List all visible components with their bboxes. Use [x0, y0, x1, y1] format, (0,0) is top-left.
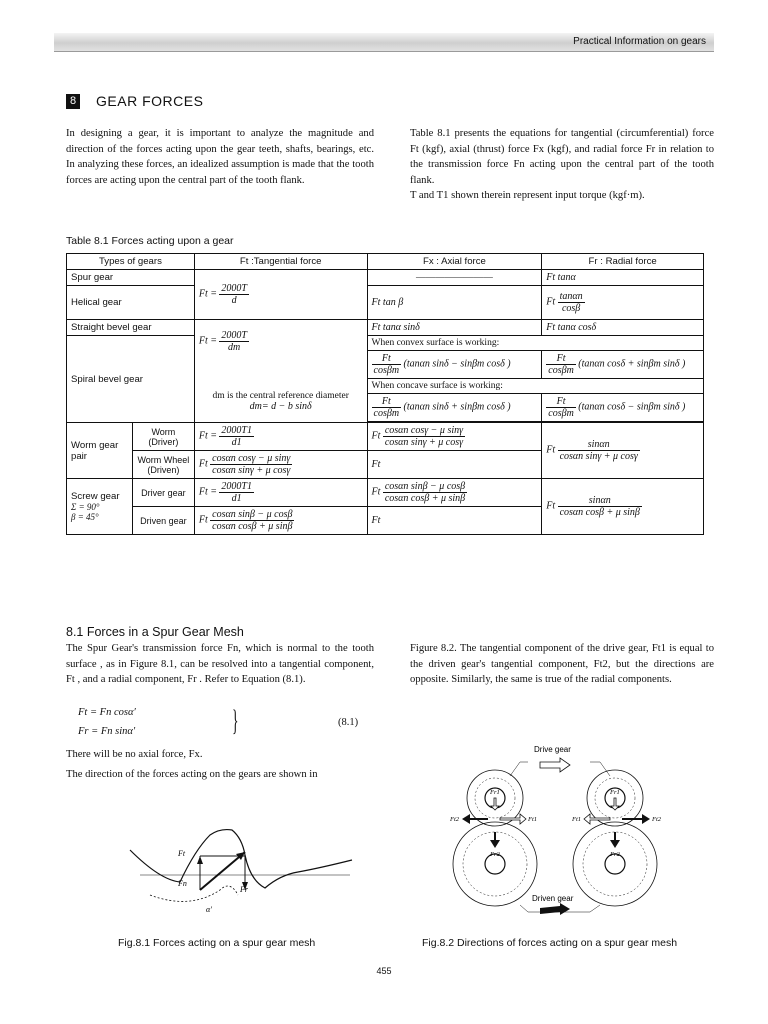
fig2-label-ft1-right: Ft1 — [572, 816, 582, 823]
cell-screwd-fx: Ft — [367, 507, 542, 535]
fraction: $\frac{2000T}{d}$ — [221, 283, 247, 306]
header-types: Types of gears — [67, 254, 195, 270]
cell-screwd-ft: Ft $\frac{\text{cosαn sinβ − μ cosβ}}{\text{cosαn cosβ + μ sinβ}}$ — [194, 507, 367, 535]
fig-8-1-diagram — [120, 820, 360, 920]
cell-screw-ft: Ft = $\frac{2000T1}{d1}$ — [194, 479, 367, 507]
fig2-label-fr1-left: Fr1 — [490, 789, 500, 796]
cell-spur-fr: Ft tanα — [542, 270, 704, 286]
page-number: 455 — [376, 966, 392, 976]
cell-spiral-concave-fr: $\frac{Ft}{\cos\beta m}$ (tanαn cosδ − sinβm sinδ ) — [542, 394, 704, 422]
header-radial: Fr : Radial force — [542, 254, 704, 270]
row-label-worm-wheel: Worm Wheel (Driven) — [132, 451, 194, 479]
fig2-label-fr2-right: Fr2 — [610, 851, 620, 858]
fig1-label-ft: Ft — [178, 849, 186, 858]
fig-8-2-caption: Fig.8.2 Directions of forces acting on a spur gear mesh — [422, 937, 678, 949]
fig2-label-ft1-left: Ft1 — [528, 816, 538, 823]
row-label-screw-driver: Driver gear — [132, 479, 194, 507]
header-axial: Fx : Axial force — [367, 254, 542, 270]
equation-brace: } — [231, 704, 239, 737]
fig2-label-driven: Driven gear — [532, 894, 574, 903]
equation-ft: Ft = Fn cosα′ — [78, 707, 136, 718]
fig2-label-fr2-left: Fr2 — [490, 851, 500, 858]
section-number: 8 — [66, 94, 80, 109]
subsection-title: 8.1 Forces in a Spur Gear Mesh — [66, 625, 244, 639]
cell-straight-fr: Ft tanα cosδ — [542, 320, 704, 336]
dm-note: dm is the central reference diameter — [212, 391, 349, 401]
cell-screw-fx: Ft $\frac{\text{cosαn sinβ − μ cosβ}}{\text{cosαn cosβ + μ sinβ}}$ — [367, 479, 542, 507]
cell-worm-fx: Ft $\frac{\text{cosαn cosγ − μ sinγ}}{\text{cosαn sinγ + μ cosγ}}$ — [367, 423, 542, 451]
fig2-label-ft2-right: Ft2 — [652, 816, 662, 823]
row-label-screw-driven: Driven gear — [132, 507, 194, 535]
subsection-left-paragraph: The Spur Gear's transmission force Fn, which is normal to the tooth surface , as in Figure 8.1, can be resolved into a tangential component, Ft , and a radial component, Fr . Refer to Equation (8.1). — [66, 643, 374, 686]
subsection-right-paragraph: Figure 8.2. The tangential component of the drive gear, Ft1 is equal to the driven gear's tangential component, Ft2, but the directions are opposite. Similarly, the same is true of the radial components. — [410, 643, 714, 686]
fig-8-2-diagram — [440, 740, 680, 918]
fig1-label-alpha: α′ — [206, 905, 212, 914]
cell-straight-fx: Ft tanα sinδ — [367, 320, 542, 336]
cell-spiral-convex-fr: $\frac{Ft}{\cos\beta m}$ (tanαn cosδ + sinβm sinδ ) — [542, 351, 704, 379]
intro-left-paragraph: In designing a gear, it is important to analyze the magnitude and direction of the forces acting upon the gear teeth, shafts, bearings, etc. In analyzing these forces, an idealized assumption is made that the tooth forces are acting upon the central part of the tooth flank. — [66, 128, 374, 186]
cell-helical-fx: Ft tan β — [367, 286, 542, 320]
cell-screw-fr: Ft $\frac{\sin\alpha n}{\text{cosαn cosβ + μ sinβ}}$ — [542, 479, 704, 535]
convex-label: When convex surface is working: — [367, 336, 703, 351]
table-header-row — [67, 254, 704, 270]
table-caption: Table 8.1 Forces acting upon a gear — [66, 235, 234, 247]
no-axial-text: There will be no axial force, Fx. — [66, 749, 203, 760]
row-label-spur: Spur gear — [67, 270, 195, 286]
table-row — [67, 479, 704, 507]
fig2-label-ft2-left: Ft2 — [450, 816, 460, 823]
cell-spiral-convex-fx: $\frac{Ft}{\cos\beta m}$ (tanαn sinδ − sinβm cosδ ) — [367, 351, 542, 379]
section-title: GEAR FORCES — [96, 93, 204, 109]
fig-8-1-caption: Fig.8.1 Forces acting on a spur gear mesh — [118, 937, 316, 949]
row-label-worm-driver: Worm (Driver) — [132, 423, 194, 451]
table-row — [67, 286, 704, 320]
dm-formula: dm= d − b sinδ — [249, 401, 312, 412]
row-label-helical: Helical gear — [67, 286, 195, 320]
cell-wheel-ft: Ft $\frac{\text{cosαn cosγ − μ sinγ}}{\text{cosαn sinγ + μ cosγ}}$ — [194, 451, 367, 479]
intro-right-paragraph — [410, 126, 714, 204]
cell-worm-fr: Ft $\frac{\sin\alpha n}{\text{cosαn sinγ + μ cosγ}}$ — [542, 423, 704, 479]
cell-helical-fr: Ft $\frac{\tan\alpha n}{\cos\beta}$ — [542, 286, 704, 320]
fig2-label-fr1-right: Fr1 — [610, 789, 620, 796]
running-title: Practical Information on gears — [573, 36, 706, 47]
intro-right-torque-note: T and T1 shown therein represent input torque (kgf·m). — [410, 190, 645, 202]
equation-fr: Fr = Fn sinα′ — [78, 726, 136, 737]
fig2-label-drive: Drive gear — [534, 745, 571, 754]
cell-ft-spur-helical: Ft = $\frac{2000T}{d}$ — [194, 270, 367, 320]
row-label-straight-bevel: Straight bevel gear — [67, 320, 195, 336]
cell-spur-fx: ———————— — [367, 270, 542, 286]
header-tangential: Ft :Tangential force — [194, 254, 367, 270]
forces-table — [66, 253, 704, 535]
concave-label: When concave surface is working: — [367, 379, 703, 394]
table-row — [67, 336, 704, 351]
fig1-label-fn: Fn — [178, 879, 187, 888]
table-row — [67, 320, 704, 336]
table-row — [67, 423, 704, 451]
cell-spiral-concave-fx: $\frac{Ft}{\cos\beta m}$ (tanαn sinδ + sinβm cosδ ) — [367, 394, 542, 422]
cell-ft-bevel: Ft = $\frac{2000T}{dm}$ dm is the central reference diameter dm= d − b sinδ — [194, 320, 367, 423]
row-label-spiral-bevel: Spiral bevel gear — [67, 336, 195, 423]
cell-wheel-fx: Ft — [367, 451, 542, 479]
equation-number: (8.1) — [338, 717, 359, 728]
fig1-label-fr: Fr — [240, 885, 248, 894]
intro-right-text: Table 8.1 presents the equations for tangential (circumferential) force Ft (kgf), axial (thrust) force Fx (kgf), and radial force Fr in relation to the transmission force Fn acting upon the central part of the tooth flank. — [410, 128, 714, 186]
row-label-screw: Screw gear Σ = 90° β = 45° — [67, 479, 133, 535]
row-label-worm: Worm gear pair — [67, 423, 133, 479]
table-row — [67, 270, 704, 286]
direction-text: The direction of the forces acting on the gears are shown in — [66, 769, 318, 780]
cell-worm-ft: Ft = $\frac{2000T1}{d1}$ — [194, 423, 367, 451]
